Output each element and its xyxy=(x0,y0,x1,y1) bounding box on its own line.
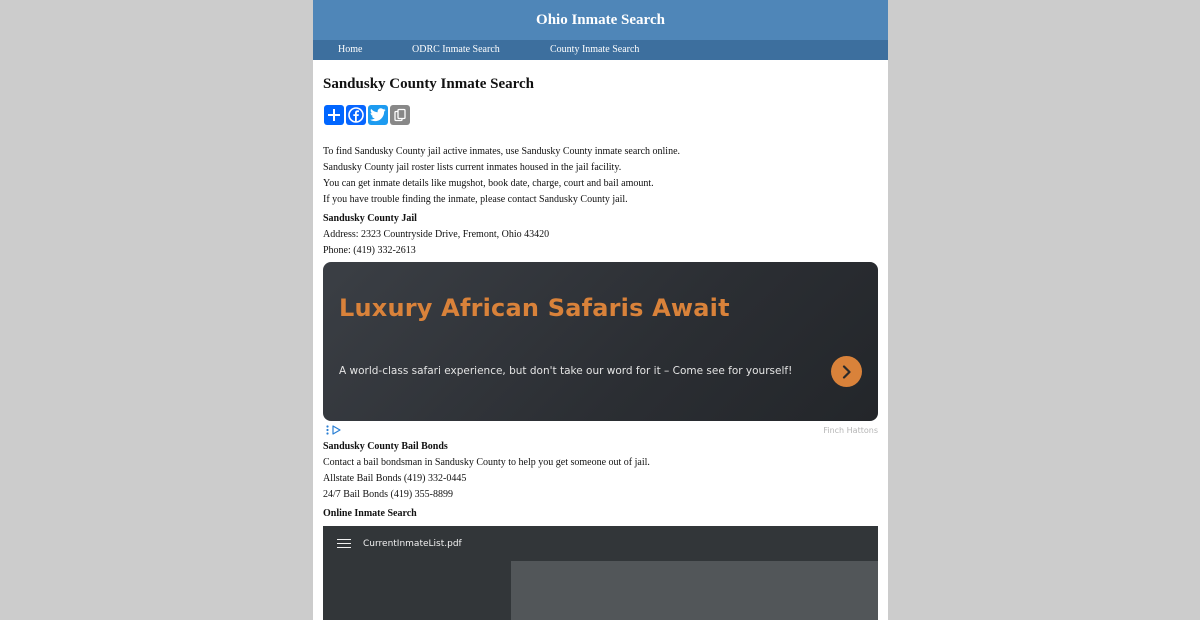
twitter-icon xyxy=(370,108,386,122)
ad-advertiser[interactable]: Finch Hattons xyxy=(823,426,878,435)
intro-line: Sandusky County jail roster lists current inmates housed in the jail facility. xyxy=(323,162,622,173)
bail-info xyxy=(323,439,650,503)
hamburger-menu-icon[interactable] xyxy=(337,536,351,551)
site-header xyxy=(313,0,888,40)
pdf-filename: CurrentInmateList.pdf xyxy=(363,538,462,549)
nav-odrc-inmate-search[interactable]: ODRC Inmate Search xyxy=(412,44,500,55)
ad-body: A world-class safari experience, but don't take our word for it – Come see for yourself! xyxy=(339,365,793,377)
jail-address: Address: 2323 Countryside Drive, Fremont, Ohio 43420 xyxy=(323,229,550,240)
intro-line: You can get inmate details like mugshot, book date, charge, court and bail amount. xyxy=(323,178,654,189)
share-buttons xyxy=(324,105,410,125)
bail-line: Contact a bail bondsman in Sandusky County to help you get someone out of jail. xyxy=(323,457,650,468)
page-title: Sandusky County Inmate Search xyxy=(323,76,535,92)
jail-heading: Sandusky County Jail xyxy=(323,213,417,224)
safari-ad-banner[interactable] xyxy=(323,262,878,421)
online-search-heading: Online Inmate Search xyxy=(323,508,417,519)
ad-choices[interactable] xyxy=(326,425,341,435)
site-title[interactable]: Ohio Inmate Search xyxy=(536,11,665,28)
pdf-sidebar[interactable] xyxy=(323,561,511,620)
chevron-right-icon xyxy=(841,365,853,379)
more-options-icon xyxy=(326,425,329,435)
intro-text xyxy=(323,144,680,208)
copy-link-icon xyxy=(393,108,407,122)
facebook-share-button[interactable] xyxy=(346,105,366,125)
pdf-toolbar xyxy=(323,526,878,561)
nav-home[interactable]: Home xyxy=(338,44,363,55)
facebook-icon xyxy=(348,107,364,123)
intro-line: If you have trouble finding the inmate, please contact Sandusky County jail. xyxy=(323,194,628,205)
share-plus-icon xyxy=(327,108,341,122)
jail-info xyxy=(323,211,549,259)
main-nav xyxy=(313,40,888,60)
copy-link-button[interactable] xyxy=(390,105,410,125)
adchoices-icon xyxy=(332,425,341,435)
bail-line: Allstate Bail Bonds (419) 332-0445 xyxy=(323,473,467,484)
bail-heading: Sandusky County Bail Bonds xyxy=(323,441,448,452)
ad-headline: Luxury African Safaris Await xyxy=(339,294,730,322)
ad-next-button[interactable] xyxy=(831,356,862,387)
intro-line: To find Sandusky County jail active inmates, use Sandusky County inmate search online. xyxy=(323,146,681,157)
pdf-viewer[interactable] xyxy=(323,526,878,620)
twitter-share-button[interactable] xyxy=(368,105,388,125)
share-plus-button[interactable] xyxy=(324,105,344,125)
jail-phone: Phone: (419) 332-2613 xyxy=(323,245,416,256)
nav-county-inmate-search[interactable]: County Inmate Search xyxy=(550,44,640,55)
page-container xyxy=(313,0,888,620)
bail-line: 24/7 Bail Bonds (419) 355-8899 xyxy=(323,489,453,500)
